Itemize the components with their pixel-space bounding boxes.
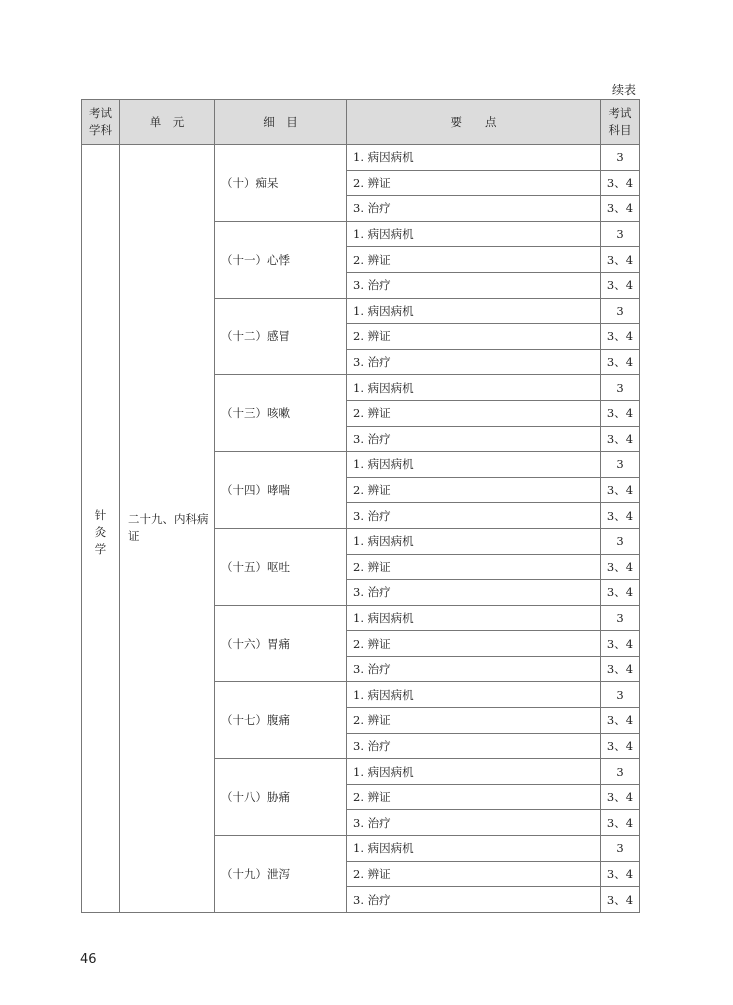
subject-cell (82, 145, 120, 913)
exam-cell: 3 (601, 528, 640, 554)
point-cell: 1. 病因病机 (347, 682, 601, 708)
exam-cell: 3 (601, 145, 640, 171)
point-cell: 2. 辨证 (347, 631, 601, 657)
point-cell: 3. 治疗 (347, 656, 601, 682)
item-cell: （十五）呕吐 (215, 528, 347, 605)
exam-cell: 3 (601, 759, 640, 785)
point-cell: 3. 治疗 (347, 349, 601, 375)
exam-cell: 3、4 (601, 631, 640, 657)
point-cell: 3. 治疗 (347, 426, 601, 452)
point-cell: 1. 病因病机 (347, 221, 601, 247)
exam-cell: 3、4 (601, 580, 640, 606)
exam-cell: 3、4 (601, 196, 640, 222)
point-cell: 2. 辨证 (347, 170, 601, 196)
point-cell: 3. 治疗 (347, 810, 601, 836)
exam-cell: 3、4 (601, 247, 640, 273)
point-cell: 2. 辨证 (347, 784, 601, 810)
item-cell: （十）痴呆 (215, 145, 347, 222)
header-subject: 考试学科 (82, 100, 120, 145)
table-row (82, 145, 640, 171)
exam-cell: 3、4 (601, 272, 640, 298)
point-cell: 3. 治疗 (347, 196, 601, 222)
point-cell: 2. 辨证 (347, 247, 601, 273)
header-unit: 单 元 (120, 100, 215, 145)
point-cell: 1. 病因病机 (347, 375, 601, 401)
table-header-row (82, 100, 640, 145)
point-cell: 2. 辨证 (347, 861, 601, 887)
point-cell: 3. 治疗 (347, 580, 601, 606)
item-cell: （十八）胁痛 (215, 759, 347, 836)
syllabus-table (81, 99, 640, 913)
point-cell: 3. 治疗 (347, 272, 601, 298)
item-cell: （十七）腹痛 (215, 682, 347, 759)
subject-text: 针灸学 (94, 507, 107, 556)
point-cell: 2. 辨证 (347, 324, 601, 350)
exam-cell: 3、4 (601, 170, 640, 196)
exam-cell: 3、4 (601, 708, 640, 734)
exam-cell: 3、4 (601, 426, 640, 452)
exam-cell: 3、4 (601, 861, 640, 887)
exam-cell: 3 (601, 375, 640, 401)
point-cell: 2. 辨证 (347, 554, 601, 580)
exam-cell: 3、4 (601, 503, 640, 529)
exam-cell: 3、4 (601, 733, 640, 759)
exam-cell: 3、4 (601, 784, 640, 810)
exam-cell: 3、4 (601, 810, 640, 836)
point-cell: 2. 辨证 (347, 708, 601, 734)
point-cell: 1. 病因病机 (347, 759, 601, 785)
exam-cell: 3 (601, 298, 640, 324)
exam-cell: 3、4 (601, 349, 640, 375)
exam-cell: 3 (601, 605, 640, 631)
point-cell: 1. 病因病机 (347, 528, 601, 554)
point-cell: 3. 治疗 (347, 733, 601, 759)
point-cell: 3. 治疗 (347, 503, 601, 529)
page-number: 46 (80, 952, 97, 967)
exam-cell: 3、4 (601, 324, 640, 350)
point-cell: 1. 病因病机 (347, 452, 601, 478)
header-exam: 考试科目 (601, 100, 640, 145)
exam-cell: 3、4 (601, 554, 640, 580)
point-cell: 2. 辨证 (347, 400, 601, 426)
exam-cell: 3、4 (601, 887, 640, 913)
point-cell: 1. 病因病机 (347, 836, 601, 862)
point-cell: 3. 治疗 (347, 887, 601, 913)
item-cell: （十六）胃痛 (215, 605, 347, 682)
table-body (82, 145, 640, 913)
header-item: 细 目 (215, 100, 347, 145)
point-cell: 1. 病因病机 (347, 605, 601, 631)
item-cell: （十九）泄泻 (215, 836, 347, 913)
exam-cell: 3 (601, 452, 640, 478)
point-cell: 1. 病因病机 (347, 298, 601, 324)
item-cell: （十一）心悸 (215, 221, 347, 298)
exam-cell: 3、4 (601, 477, 640, 503)
exam-cell: 3 (601, 836, 640, 862)
unit-cell: 二十九、内科病证 (120, 145, 215, 913)
item-cell: （十二）感冒 (215, 298, 347, 375)
exam-cell: 3 (601, 682, 640, 708)
exam-cell: 3、4 (601, 656, 640, 682)
item-cell: （十四）哮喘 (215, 452, 347, 529)
point-cell: 1. 病因病机 (347, 145, 601, 171)
item-cell: （十三）咳嗽 (215, 375, 347, 452)
exam-cell: 3 (601, 221, 640, 247)
continued-label: 续表 (611, 83, 636, 97)
header-point: 要 点 (347, 100, 601, 145)
exam-cell: 3、4 (601, 400, 640, 426)
point-cell: 2. 辨证 (347, 477, 601, 503)
